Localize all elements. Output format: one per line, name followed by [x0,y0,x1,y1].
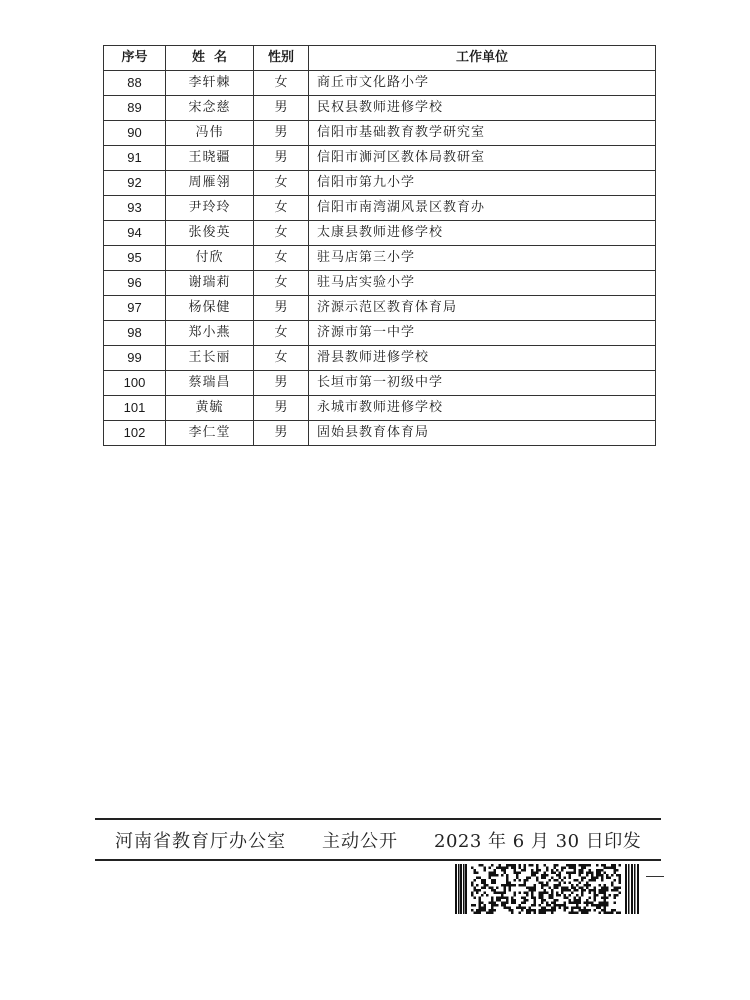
cell-seq: 95 [104,246,166,271]
cell-unit: 济源示范区教育体育局 [309,296,656,321]
cell-seq: 102 [104,421,166,446]
cell-unit: 永城市教师进修学校 [309,396,656,421]
cell-gender: 男 [254,146,309,171]
cell-unit: 滑县教师进修学校 [309,346,656,371]
cell-name: 冯伟 [166,121,254,146]
issue-date-text: 2023 年 6 月 30 日印发 [434,831,642,852]
table-header-row [104,46,656,71]
cell-gender: 女 [254,221,309,246]
cell-seq: 97 [104,296,166,321]
cell-unit: 济源市第一中学 [309,321,656,346]
cell-gender: 女 [254,321,309,346]
table-row [104,146,656,171]
cell-gender: 男 [254,421,309,446]
cell-seq: 100 [104,371,166,396]
table-row [104,396,656,421]
table-row [104,246,656,271]
cell-unit: 太康县教师进修学校 [309,221,656,246]
cell-gender: 女 [254,346,309,371]
cell-seq: 90 [104,121,166,146]
cell-seq: 89 [104,96,166,121]
table-row [104,196,656,221]
header-seq: 序号 [104,46,166,71]
cell-gender: 女 [254,171,309,196]
cell-unit: 信阳市第九小学 [309,171,656,196]
cell-unit: 民权县教师进修学校 [309,96,656,121]
cell-gender: 男 [254,396,309,421]
cell-name: 杨保健 [166,296,254,321]
cell-gender: 女 [254,271,309,296]
cell-unit: 信阳市南湾湖风景区教育办 [309,196,656,221]
cell-seq: 88 [104,71,166,96]
cell-seq: 94 [104,221,166,246]
table-row [104,421,656,446]
cell-name: 郑小燕 [166,321,254,346]
table-row [104,321,656,346]
cell-unit: 驻马店实验小学 [309,271,656,296]
cell-name: 李轩棘 [166,71,254,96]
cell-gender: 女 [254,71,309,96]
header-gender: 性别 [254,46,309,71]
cell-name: 黄毓 [166,396,254,421]
cell-seq: 99 [104,346,166,371]
cell-seq: 92 [104,171,166,196]
cell-unit: 商丘市文化路小学 [309,71,656,96]
cell-name: 宋念慈 [166,96,254,121]
cell-name: 蔡瑞昌 [166,371,254,396]
table-row [104,96,656,121]
cell-unit: 信阳市浉河区教体局教研室 [309,146,656,171]
roster-table [103,45,656,446]
cell-seq: 96 [104,271,166,296]
cell-gender: 男 [254,296,309,321]
issuer-text: 河南省教育厅办公室 [115,831,286,852]
cell-seq: 98 [104,321,166,346]
cell-gender: 男 [254,371,309,396]
header-unit: 工作单位 [309,46,656,71]
cell-name: 李仁堂 [166,421,254,446]
barcode-icon [455,864,640,914]
table-row [104,371,656,396]
cell-seq: 91 [104,146,166,171]
cell-name: 谢瑞莉 [166,271,254,296]
cell-seq: 101 [104,396,166,421]
cell-gender: 女 [254,246,309,271]
table-row [104,221,656,246]
cell-gender: 男 [254,96,309,121]
cell-name: 张俊英 [166,221,254,246]
cell-gender: 女 [254,196,309,221]
cell-gender: 男 [254,121,309,146]
footer-top-rule [95,818,661,820]
table-row [104,121,656,146]
cell-name: 尹玲玲 [166,196,254,221]
page-mark-dash [646,876,664,877]
cell-unit: 固始县教育体育局 [309,421,656,446]
cell-unit: 长垣市第一初级中学 [309,371,656,396]
table-row [104,346,656,371]
cell-name: 王长丽 [166,346,254,371]
issuance-line [95,822,661,858]
header-name: 姓 名 [166,46,254,71]
table-row [104,71,656,96]
table-row [104,171,656,196]
disclosure-text: 主动公开 [322,831,398,852]
table-row [104,271,656,296]
cell-name: 王晓疆 [166,146,254,171]
cell-seq: 93 [104,196,166,221]
footer-bottom-rule [95,859,661,861]
cell-name: 周雁翎 [166,171,254,196]
cell-unit: 信阳市基础教育教学研究室 [309,121,656,146]
table-body [104,71,656,446]
cell-unit: 驻马店第三小学 [309,246,656,271]
table-row [104,296,656,321]
cell-name: 付欣 [166,246,254,271]
